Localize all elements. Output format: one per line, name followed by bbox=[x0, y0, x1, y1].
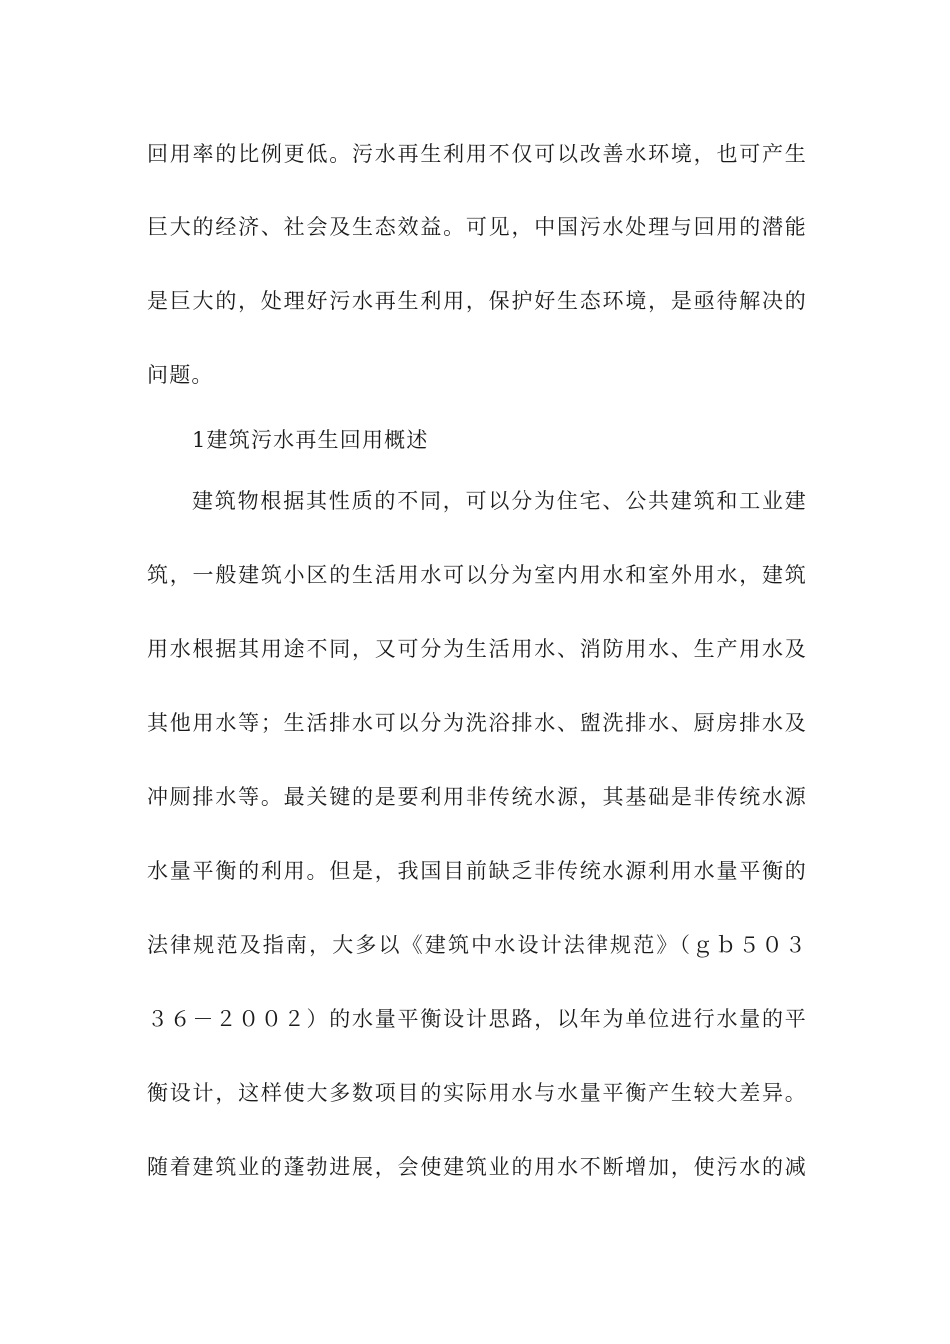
paragraph-line: ３６－２００２）的水量平衡设计思路，以年为单位进行水量的平 bbox=[147, 1007, 807, 1031]
text-line: 巨大的经济、社会及生态效益。可见，中国污水处理与回用的潜能 bbox=[147, 215, 807, 239]
text-line: 问题。 bbox=[147, 363, 214, 387]
section-heading: 1建筑污水再生回用概述 bbox=[192, 428, 429, 452]
paragraph-line: 其他用水等；生活排水可以分为洗浴排水、盥洗排水、厨房排水及 bbox=[147, 711, 807, 735]
paragraph-line: 筑，一般建筑小区的生活用水可以分为室内用水和室外用水，建筑 bbox=[147, 563, 807, 587]
paragraph-line: 冲厕排水等。最关键的是要利用非传统水源，其基础是非传统水源 bbox=[147, 785, 807, 809]
paragraph-line: 法律规范及指南，大多以《建筑中水设计法律规范》（ｇｂ５０３ bbox=[147, 933, 807, 957]
paragraph-line: 建筑物根据其性质的不同，可以分为住宅、公共建筑和工业建 bbox=[192, 489, 807, 513]
text-line: 回用率的比例更低。污水再生利用不仅可以改善水环境，也可产生 bbox=[147, 142, 807, 166]
text-line: 是巨大的，处理好污水再生利用，保护好生态环境，是亟待解决的 bbox=[147, 289, 807, 313]
paragraph-line: 随着建筑业的蓬勃进展，会使建筑业的用水不断增加，使污水的减 bbox=[147, 1155, 807, 1179]
paragraph-line: 衡设计，这样使大多数项目的实际用水与水量平衡产生较大差异。 bbox=[147, 1081, 807, 1105]
paragraph-line: 水量平衡的利用。但是，我国目前缺乏非传统水源利用水量平衡的 bbox=[147, 859, 807, 883]
paragraph-line: 用水根据其用途不同，又可分为生活用水、消防用水、生产用水及 bbox=[147, 637, 807, 661]
